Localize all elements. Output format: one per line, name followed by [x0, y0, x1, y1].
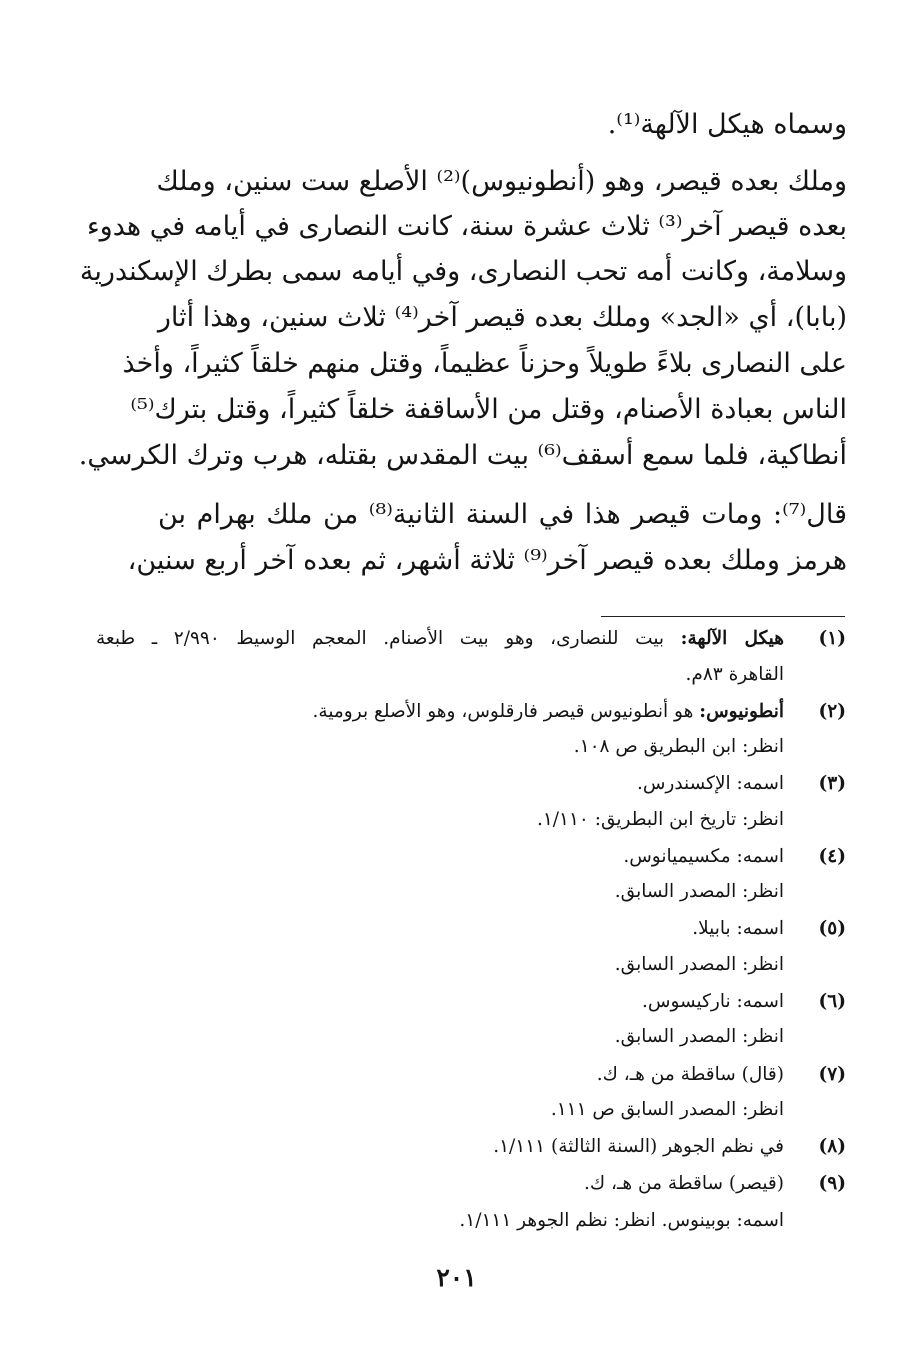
footnote-number: (٦) [818, 991, 846, 1012]
footnote-text: انظر: ابن البطريق ص ١٠٨. [573, 736, 784, 757]
footnote-text: انظر: المصدر السابق ص ١١١. [550, 1099, 784, 1120]
footnote-4-cont [60, 875, 850, 909]
footnote-7-cont [60, 1093, 850, 1127]
body-line-6: على النصارى بلاءً طويلاً وحزناً عظيماً، وقتل منهم خلقاً كثيراً، وأخذ [122, 348, 847, 379]
footnote-text: (قيصر) ساقطة من هـ، ك. [584, 1173, 784, 1194]
footnote-text: اسمه: بابيلا. [692, 918, 784, 939]
footnote-1-cont [60, 658, 850, 692]
body-line-9: قال⁽⁷⁾: ومات قيصر هذا في السنة الثانية⁽⁸⁾ من ملك بهرام بن [158, 499, 847, 530]
footnote-text: انظر: تاريخ ابن البطريق: ١/١١٠. [536, 809, 784, 830]
body-line-1: وسماه هيكل الآلهة⁽¹⁾. [607, 109, 847, 140]
footnote-6 [60, 985, 850, 1019]
footnote-number: (٥) [818, 918, 846, 939]
footnote-1 [60, 622, 850, 656]
body-line-10: هرمز وملك بعده قيصر آخر⁽⁹⁾ ثلاثة أشهر، ثم بعده آخر أربع سنين، [127, 545, 847, 576]
footnote-text: انظر: المصدر السابق. [614, 954, 784, 975]
footnote-term: هيكل الآلهة: [680, 628, 785, 649]
footnote-text: اسمه: الإكسندرس. [636, 773, 784, 794]
body-line-2: وملك بعده قيصر، وهو (أنطونيوس)⁽²⁾ الأصلع ست سنين، وملك [156, 166, 847, 197]
footnote-text: اسمه: مكسيميانوس. [623, 846, 784, 867]
footnote-4 [60, 840, 850, 874]
page-number: ٢٠١ [436, 1263, 477, 1292]
body-line-4: وسلامة، وكانت أمه تحب النصارى، وفي أيامه سمى بطرك الإسكندرية [79, 256, 847, 287]
footnote-2-cont [60, 730, 850, 764]
footnote-number: (١) [818, 628, 846, 649]
footnote-number: (٨) [818, 1136, 846, 1157]
footnote-2 [60, 695, 850, 729]
footnote-text: انظر: المصدر السابق. [614, 881, 784, 902]
footnote-divider [601, 616, 845, 617]
footnote-text: في نظم الجوهر (السنة الثالثة) ١/١١١. [493, 1136, 784, 1157]
body-line-7: الناس بعبادة الأصنام، وقتل من الأساقفة خلقاً كثيراً، وقتل بترك⁽⁵⁾ [130, 394, 847, 425]
footnote-text: القاهرة ٨٣م. [685, 664, 784, 685]
footnote-term: أنطونيوس: [699, 701, 784, 722]
body-line-3: بعده قيصر آخر⁽³⁾ ثلاث عشرة سنة، كانت النصارى في أيامه في هدوء [86, 211, 847, 242]
footnote-7 [60, 1058, 850, 1092]
footnote-text: اسمه: بوبينوس. انظر: نظم الجوهر ١/١١١. [459, 1210, 784, 1231]
footnote-text: انظر: المصدر السابق. [614, 1026, 784, 1047]
footnote-text: (قال) ساقطة من هـ، ك. [596, 1064, 784, 1085]
footnote-3-cont [60, 803, 850, 837]
footnote-number: (٣) [818, 773, 846, 794]
footnote-text: اسمه: ناركيسوس. [641, 991, 784, 1012]
footnote-5 [60, 912, 850, 946]
footnote-text: هو أنطونيوس قيصر فارقلوس، وهو الأصلع برومية. [312, 701, 700, 722]
footnote-number: (٢) [818, 701, 846, 722]
footnote-3 [60, 767, 850, 801]
footnote-6-cont [60, 1020, 850, 1054]
footnote-text: بيت للنصارى، وهو بيت الأصنام. المعجم الوسيط ٢/٩٩٠ ـ طبعة [96, 628, 681, 649]
footnote-number: (٧) [818, 1064, 846, 1085]
footnote-9-cont [60, 1204, 850, 1238]
footnote-9 [60, 1167, 850, 1201]
body-line-8: أنطاكية، فلما سمع أسقف⁽⁶⁾ بيت المقدس بقتله، هرب وترك الكرسي. [78, 440, 847, 471]
footnote-number: (٤) [818, 846, 846, 867]
footnote-number: (٩) [818, 1173, 846, 1194]
footnote-8 [60, 1130, 850, 1164]
body-line-5: (بابا)، أي «الجد» وملك بعده قيصر آخر⁽⁴⁾ ثلاث سنين، وهذا أثار [157, 302, 847, 333]
footnote-5-cont [60, 948, 850, 982]
